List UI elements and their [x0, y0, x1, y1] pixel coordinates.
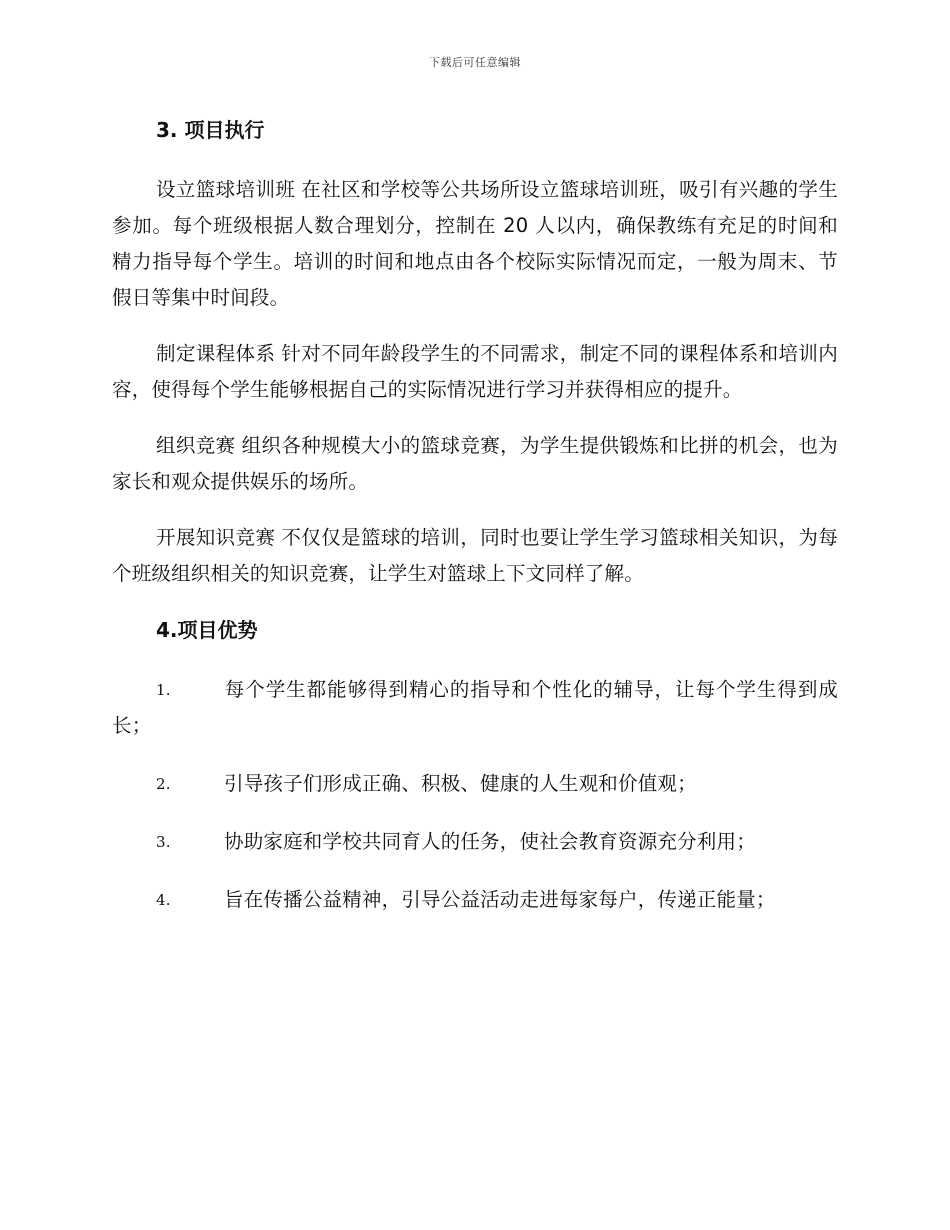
list-item-number: 3. [156, 833, 171, 851]
list-item-text: 旨在传播公益精神，引导公益活动走进每家每户，传递正能量； [224, 888, 776, 911]
advantage-list-item [112, 672, 838, 744]
paragraph-text: 不仅仅是篮球的培训，同时也要让学生学习篮球相关知识，为每个班级组织相关的知识竞赛，让学生对篮球上下文同样了解。 [112, 526, 838, 585]
paragraph-competition [112, 428, 838, 500]
paragraph-curriculum [112, 336, 838, 408]
list-item-text: 引导孩子们形成正确、积极、健康的人生观和价值观； [224, 772, 697, 795]
list-item-number: 1. [156, 681, 171, 699]
section-3-heading: 3. 项目执行 [156, 118, 265, 142]
list-item-text: 每个学生都能够得到精心的指导和个性化的辅导，让每个学生得到成长； [112, 678, 838, 737]
paragraph-lead: 组织竞赛 [156, 434, 236, 457]
paragraph-knowledge-contest [112, 520, 838, 592]
advantage-list-item [112, 824, 838, 860]
paragraph-lead: 制定课程体系 [156, 342, 276, 365]
document-body [112, 112, 838, 940]
advantage-list-item [112, 766, 838, 802]
list-item-text: 协助家庭和学校共同育人的任务，使社会教育资源充分利用； [224, 830, 756, 853]
section-4-heading: 4.项目优势 [156, 618, 258, 642]
paragraph-text: 针对不同年龄段学生的不同需求，制定不同的课程体系和培训内容，使得每个学生能够根据自己的实际情况进行学习并获得相应的提升。 [112, 342, 838, 401]
list-item-number: 4. [156, 891, 171, 909]
advantage-list-item [112, 882, 838, 918]
paragraph-training-class [112, 172, 838, 316]
page-header-note: 下载后可任意编辑 [429, 56, 521, 69]
paragraph-lead: 设立篮球培训班 [156, 178, 296, 201]
paragraph-lead: 开展知识竞赛 [156, 526, 276, 549]
list-item-number: 2. [156, 775, 171, 793]
paragraph-text: 组织各种规模大小的篮球竞赛，为学生提供锻炼和比拼的机会，也为家长和观众提供娱乐的场所。 [112, 434, 838, 493]
paragraph-text: 在社区和学校等公共场所设立篮球培训班，吸引有兴趣的学生参加。每个班级根据人数合理划分，控制在 20 人以内，确保教练有充足的时间和精力指导每个学生。培训的时间和地点由各个校际实际情况而定，一般为周末、节假日等集中时间段。 [112, 178, 838, 309]
